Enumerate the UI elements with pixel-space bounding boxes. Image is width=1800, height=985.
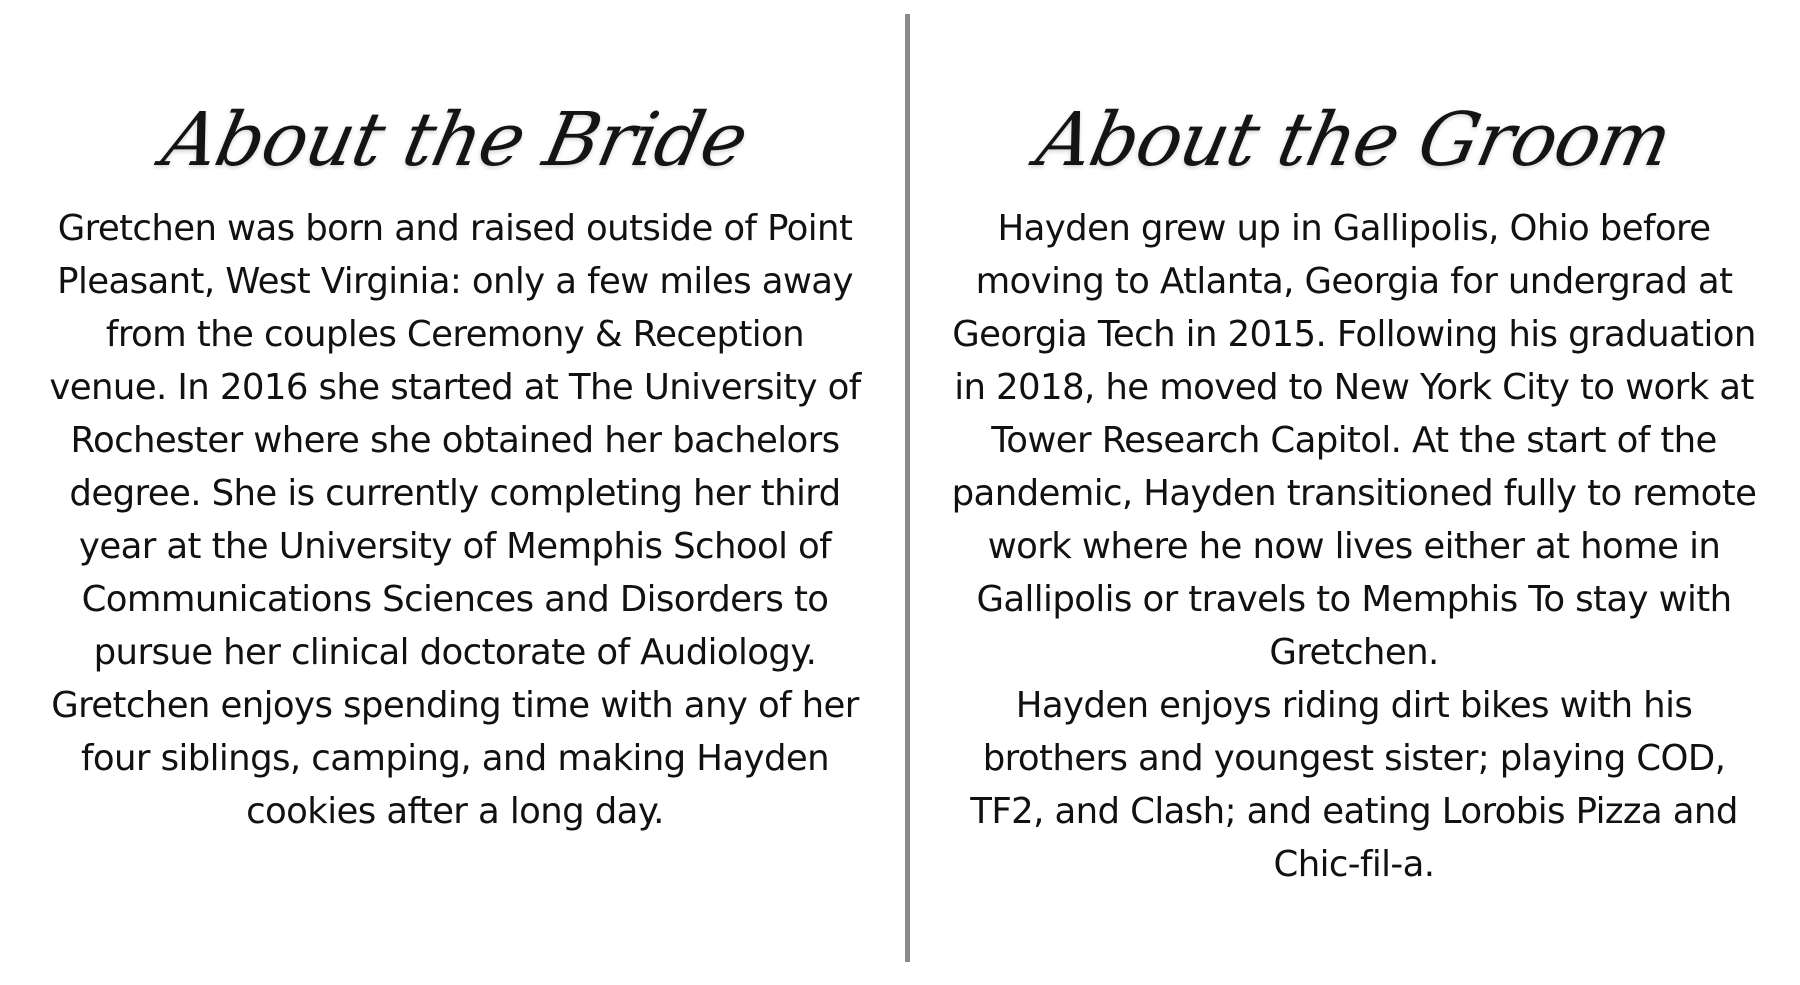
- groom-bio-line: Hayden grew up in Gallipolis, Ohio before: [997, 208, 1711, 249]
- groom-bio-line: work where he now lives either at home in: [987, 526, 1721, 567]
- groom-heading: About the Groom: [1029, 97, 1679, 183]
- bride-bio-line: venue. In 2016 she started at The University of: [49, 367, 861, 408]
- bride-heading: About the Bride: [155, 97, 755, 183]
- bride-bio-line: from the couples Ceremony & Reception: [105, 314, 805, 355]
- bride-bio: [10, 202, 900, 838]
- groom-bio-line: TF2, and Clash; and eating Lorobis Pizza and: [970, 791, 1738, 832]
- bride-bio-line: Gretchen was born and raised outside of Point: [57, 208, 853, 249]
- bride-section: [10, 0, 900, 985]
- groom-bio-line: moving to Atlanta, Georgia for undergrad at: [975, 261, 1733, 302]
- groom-bio-line: brothers and youngest sister; playing COD,: [982, 738, 1726, 779]
- bride-bio-line: Gretchen enjoys spending time with any of her: [51, 685, 859, 726]
- bride-bio-line: cookies after a long day.: [246, 791, 664, 832]
- groom-bio-line: Georgia Tech in 2015. Following his graduation: [952, 314, 1756, 355]
- bride-bio-line: Pleasant, West Virginia: only a few miles away: [57, 261, 853, 302]
- bride-bio-line: four siblings, camping, and making Hayden: [80, 738, 830, 779]
- groom-bio: [918, 202, 1790, 891]
- groom-bio-line: Chic-fil-a.: [1273, 844, 1435, 885]
- bride-bio-line: Communications Sciences and Disorders to: [81, 579, 829, 620]
- groom-bio-line: Hayden enjoys riding dirt bikes with his: [1015, 685, 1693, 726]
- bride-bio-line: Rochester where she obtained her bachelors: [70, 420, 840, 461]
- groom-bio-line: pandemic, Hayden transitioned fully to remote: [951, 473, 1757, 514]
- groom-bio-line: Gallipolis or travels to Memphis To stay with: [976, 579, 1732, 620]
- groom-bio-line: Tower Research Capitol. At the start of the: [991, 420, 1717, 461]
- column-divider: [905, 14, 910, 962]
- groom-bio-line: in 2018, he moved to New York City to work at: [954, 367, 1754, 408]
- groom-section: [918, 0, 1790, 985]
- bride-bio-line: pursue her clinical doctorate of Audiology.: [93, 632, 817, 673]
- bride-bio-line: year at the University of Memphis School of: [78, 526, 832, 567]
- bride-bio-line: degree. She is currently completing her third: [69, 473, 841, 514]
- groom-bio-line: Gretchen.: [1269, 632, 1439, 673]
